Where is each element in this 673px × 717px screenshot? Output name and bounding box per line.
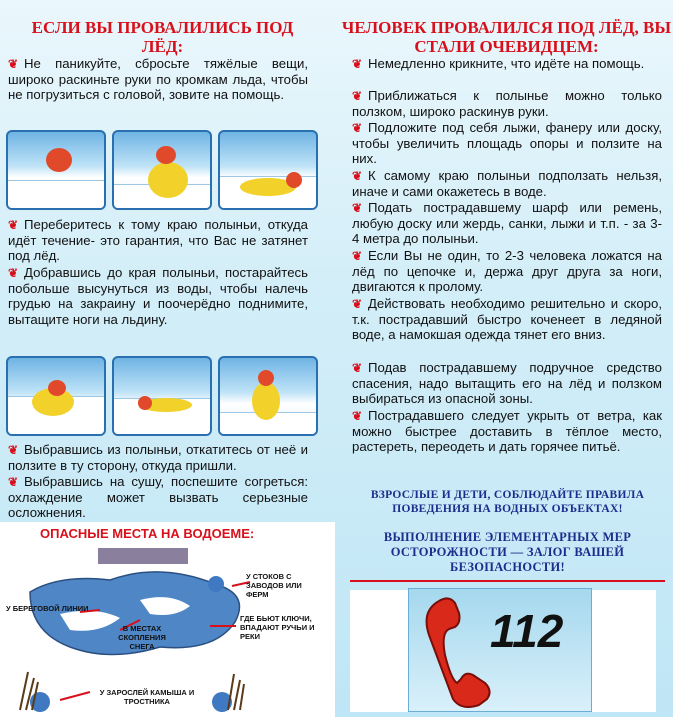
- map-label-bereg: У БЕРЕГОВОЙ ЛИНИИ: [6, 604, 89, 613]
- photo-row-2: [6, 356, 318, 436]
- right-paragraph-2: ❦ Приближаться к полынье можно только ползком, широко раскинув руки.: [352, 88, 662, 120]
- bullet-icon: ❦: [352, 201, 363, 215]
- bullet-icon: ❦: [352, 57, 363, 71]
- bullet-icon: ❦: [8, 266, 19, 280]
- left-paragraph-3: ❦ Добравшись до края полыньи, постарайтесь побольше высунуться из воды, чтобы налечь грудью на закраину и поочерёдно поднимите, вытащите ноги на льдину.: [8, 265, 308, 327]
- bullet-icon: ❦: [8, 57, 19, 71]
- right-paragraph-9: ❦ Пострадавшего следует укрыть от ветра, как можно быстрее доставить в тёплое место, растереть, переодеть и дать горячее питьё.: [352, 408, 662, 455]
- bullet-icon: ❦: [352, 249, 363, 263]
- warning-safety: ВЫПОЛНЕНИЕ ЭЛЕМЕНТАРНЫХ МЕР ОСТОРОЖНОСТИ — ЗАЛОГ ВАШЕЙ БЕЗОПАСНОСТИ!: [383, 530, 632, 574]
- left-paragraph-2: ❦ Переберитесь к тому краю полыньи, откуда идёт течение- это гарантия, что Вас не затянет под лёд.: [8, 217, 308, 264]
- illustration-rolling-away: [112, 356, 212, 436]
- illustration-calling-help: [112, 130, 212, 210]
- illustration-chest-on-ice: [6, 356, 106, 436]
- phone-frame-left: [350, 590, 408, 712]
- bullet-icon: ❦: [352, 409, 363, 423]
- left-paragraph-1: ❦ Не паникуйте, сбросьте тяжёлые вещи, широко раскиньте руки по кромкам льда, чтобы не погрузиться с головой, зовите на помощь.: [8, 56, 308, 103]
- bullet-icon: ❦: [352, 361, 363, 375]
- illustration-fallen-through: [6, 130, 106, 210]
- right-paragraph-8: ❦ Подав пострадавшему подручное средство спасения, надо вытащить его на лёд и ползком выбираться из опасной зоны.: [352, 360, 662, 407]
- map-label-stoki: У СТОКОВ С ЗАВОДОВ ИЛИ ФЕРМ: [246, 572, 302, 599]
- bullet-icon: ❦: [352, 169, 363, 183]
- photo-row-1: [6, 130, 318, 210]
- bullet-icon: ❦: [8, 475, 19, 489]
- left-paragraph-5: ❦ Выбравшись на сушу, поспешите согреться: охлаждение может вызвать серьезные осложнения.: [8, 474, 308, 521]
- map-label-sneg: В МЕСТАХ СКОПЛЕНИЯ СНЕГА: [118, 624, 166, 651]
- warning-rules: ВЗРОСЛЫЕ И ДЕТИ, СОБЛЮДАЙТЕ ПРАВИЛА ПОВЕДЕНИЯ НА ВОДНЫХ ОБЪЕКТАХ!: [370, 489, 645, 515]
- bullet-icon: ❦: [352, 89, 363, 103]
- right-paragraph-4: ❦ К самому краю полыньи подползать нельзя, иначе и сами окажетесь в воде.: [352, 168, 662, 200]
- left-title: ЕСЛИ ВЫ ПРОВАЛИЛИСЬ ПОД ЛЁД:: [31, 18, 294, 56]
- illustration-climbing-out: [218, 130, 318, 210]
- left-paragraph-4: ❦ Выбравшись из полыньи, откатитесь от неё и ползите в ту сторону, откуда пришли.: [8, 442, 308, 474]
- bullet-icon: ❦: [8, 218, 19, 232]
- divider-line: [350, 580, 665, 582]
- right-paragraph-6: ❦ Если Вы не один, то 2-3 человека ложатся на лёд по цепочке и, держа друг друга за ноги, двигаются к пролому.: [352, 248, 662, 295]
- bullet-icon: ❦: [352, 121, 363, 135]
- bullet-icon: ❦: [8, 443, 19, 457]
- right-paragraph-1: ❦ Немедленно крикните, что идёте на помощь.: [352, 56, 645, 71]
- phone-frame-right: [592, 590, 656, 712]
- map-label-kamysh: У ЗАРОСЛЕЙ КАМЫША И ТРОСТНИКА: [99, 688, 195, 706]
- right-paragraph-5: ❦ Подать пострадавшему шарф или ремень, любую доску или жердь, санки, лыжи и т.п. - за 3-4 метра до полыньи.: [352, 200, 662, 247]
- right-paragraph-7: ❦ Действовать необходимо решительно и скоро, т.к. пострадавший быстро коченеет в ледяной воде, а намокшая одежда тянет его вниз.: [352, 296, 662, 343]
- dangerous-places-map: [0, 522, 335, 717]
- map-title: ОПАСНЫЕ МЕСТА НА ВОДОЕМЕ:: [40, 526, 255, 541]
- map-label-kluchi: ГДЕ БЬЮТ КЛЮЧИ, ВПАДАЮТ РУЧЬИ И РЕКИ: [240, 614, 315, 641]
- bullet-icon: ❦: [352, 297, 363, 311]
- right-title: ЧЕЛОВЕК ПРОВАЛИЛСЯ ПОД ЛЁД, ВЫ СТАЛИ ОЧЕВИДЦЕМ:: [341, 18, 672, 56]
- right-paragraph-3: ❦ Подложите под себя лыжи, фанеру или доску, чтобы увеличить площадь опоры и ползите на них.: [352, 120, 662, 167]
- illustration-going-ashore: [218, 356, 318, 436]
- emergency-number: 112: [490, 605, 564, 657]
